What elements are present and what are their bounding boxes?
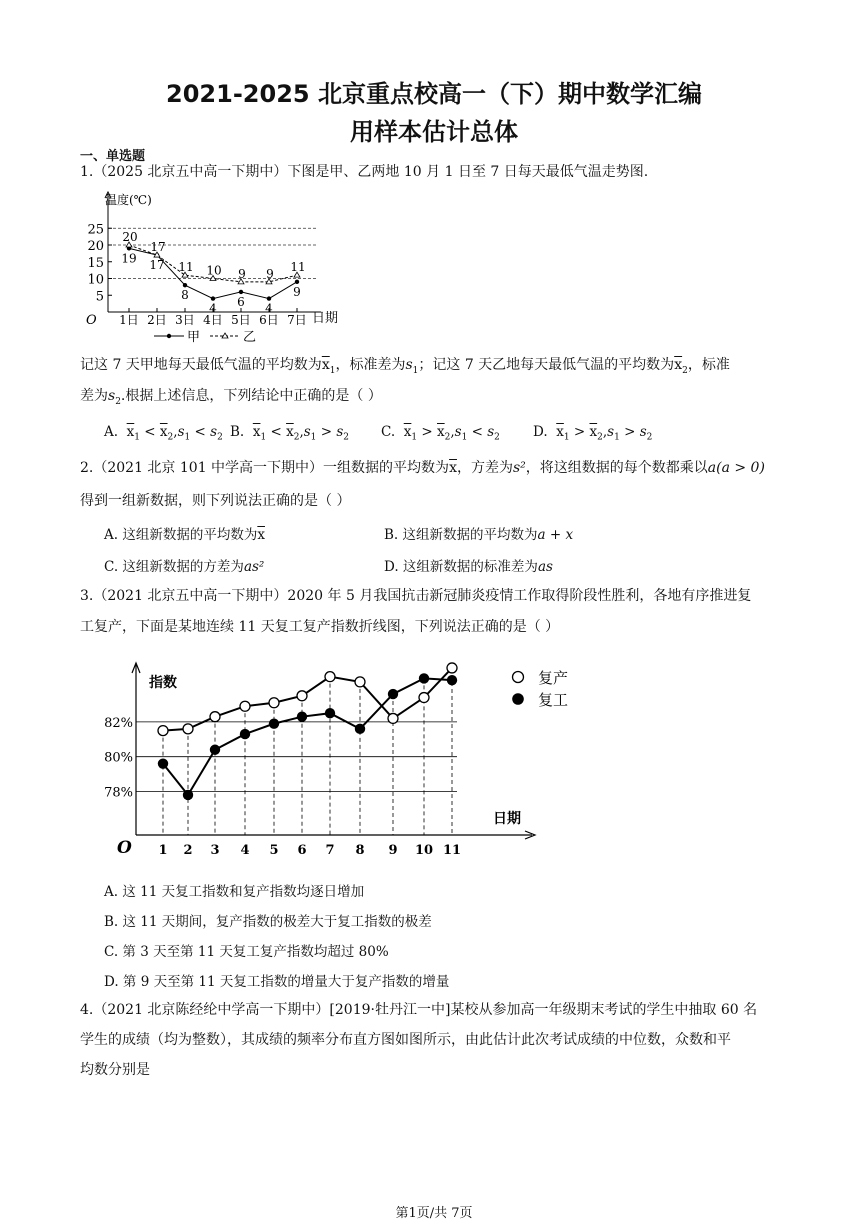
question-1-option-a[interactable]: A. $\overline{x}_1 < \overline{x}_2,s_1 < s_2$	[104, 424, 223, 443]
page-footer: 第1页/共 7页	[395, 1206, 473, 1221]
data-label-yi: 10	[206, 263, 222, 278]
x-tick-label: 8	[355, 843, 365, 858]
data-point-fugong	[419, 673, 429, 683]
x-tick-label: 2	[183, 843, 193, 858]
question-3-option-a[interactable]: A. 这 11 天复工指数和复产指数均逐日增加	[104, 884, 365, 900]
x-tick-label: 6	[297, 843, 307, 858]
question-4-line3: 均数分别是	[80, 1062, 150, 1078]
y-tick-label: 15	[87, 255, 104, 271]
question-1-stem: 1.（2025 北京五中高一下期中）下图是甲、乙两地 10 月 1 日至 7 日每天最低气温走势图.	[80, 164, 649, 180]
data-point-fuchan	[355, 677, 365, 687]
question-3-line1: 3.（2021 北京五中高一下期中）2020 年 5 月我国抗击新冠肺炎疫情工作取得阶段性胜利，各地有序推进复	[80, 588, 752, 604]
data-label-jia: 8	[181, 288, 189, 303]
data-label-yi: 20	[122, 230, 138, 244]
question-3-option-d[interactable]: D. 第 9 天至第 11 天复工指数的增量大于复产指数的增量	[104, 974, 450, 990]
data-point-fugong	[388, 689, 398, 699]
data-point-jia	[211, 296, 215, 300]
data-point-fuchan	[269, 698, 279, 708]
question-1-option-c[interactable]: C. $\overline{x}_1 > \overline{x}_2,s_1 < s_2$	[381, 424, 500, 443]
x-tick-label: 10	[414, 843, 434, 858]
legend-marker-fugong	[512, 693, 524, 705]
question-2-line2: 得到一组新数据，则下列说法正确的是（ ）	[80, 493, 351, 509]
data-point-fuchan	[388, 713, 398, 723]
legend-label-jia: 甲	[187, 330, 201, 345]
data-point-jia	[267, 296, 271, 300]
resumption-index-chart	[95, 655, 600, 865]
data-point-fugong	[325, 708, 335, 718]
page-title: 2021-2025 北京重点校高一（下）期中数学汇编	[166, 80, 702, 108]
legend-label-fuchan: 复产	[538, 669, 569, 687]
legend-label-yi: 乙	[243, 330, 257, 345]
data-point-fugong	[210, 745, 220, 755]
question-1-option-b[interactable]: B. $\overline{x}_1 < \overline{x}_2,s_1 > s_2$	[230, 424, 349, 443]
y-axis-label: 温度(℃)	[105, 193, 152, 207]
data-label-yi: 11	[290, 260, 306, 275]
data-label-yi: 17	[150, 240, 166, 255]
question-2-line1: 2.（2021 北京 101 中学高一下期中）一组数据的平均数为$\overline{x}$，方差为s²，将这组数据的每个数都乘以a(a > 0)	[80, 460, 765, 476]
legend-marker-jia	[167, 334, 171, 338]
question-2-option-a[interactable]: A. 这组新数据的平均数为$\overline{x}$	[104, 527, 265, 543]
data-label-jia: 19	[121, 251, 137, 266]
y-tick-label: 78%	[104, 785, 133, 801]
data-point-fugong	[297, 711, 307, 721]
question-4-line2: 学生的成绩（均为整数），其成绩的频率分布直方图如图所示，由此估计此次考试成绩的中位数，众数和平	[80, 1032, 731, 1048]
x-tick-label: 3日	[175, 313, 195, 327]
question-2-option-b[interactable]: B. 这组新数据的平均数为a + x	[384, 527, 574, 543]
data-point-fuchan	[325, 672, 335, 682]
data-point-fugong	[240, 729, 250, 739]
x-tick-label: 2日	[147, 313, 167, 327]
data-point-fuchan	[210, 712, 220, 722]
x-tick-label: 11	[442, 843, 462, 858]
data-point-jia	[239, 290, 243, 294]
x-tick-label: 3	[210, 843, 220, 858]
question-3-option-b[interactable]: B. 这 11 天期间，复产指数的极差大于复工指数的极差	[104, 914, 432, 930]
y-axis-label: 指数	[149, 675, 177, 691]
temperature-chart	[76, 186, 356, 346]
question-3-option-c[interactable]: C. 第 3 天至第 11 天复工复产指数均超过 80%	[104, 944, 389, 960]
data-point-fugong	[158, 758, 168, 768]
question-4-line1: 4.（2021 北京陈经纶中学高一下期中）[2019·牡丹江一中]某校从参加高一年级期末考试的学生中抽取 60 名	[80, 1002, 758, 1018]
x-axis-label: 日期	[493, 811, 521, 827]
x-tick-label: 1日	[119, 313, 139, 327]
section-heading: 一、单选题	[80, 149, 146, 164]
data-label-jia: 6	[237, 294, 245, 309]
data-point-jia	[183, 283, 187, 287]
data-label-jia: 4	[209, 301, 217, 316]
y-tick-label: 80%	[104, 750, 133, 766]
x-tick-label: 9	[388, 843, 398, 858]
data-point-fuchan	[183, 724, 193, 734]
y-tick-label: 82%	[104, 715, 133, 731]
y-tick-label: 25	[87, 222, 104, 238]
y-tick-label: 5	[95, 289, 104, 305]
x-tick-label: 6日	[259, 313, 279, 327]
question-1-text-line2: 差为$s_2$.根据上述信息，下列结论中正确的是（ ）	[80, 388, 382, 407]
data-point-fuchan	[297, 691, 307, 701]
x-tick-label: 7日	[287, 313, 307, 327]
data-label-jia: 9	[293, 284, 301, 299]
data-label-jia: 4	[265, 301, 273, 316]
page-subtitle: 用样本估计总体	[350, 118, 518, 146]
data-point-fuchan	[158, 726, 168, 736]
x-axis-label: 日期	[312, 311, 339, 326]
data-point-fugong	[447, 675, 457, 685]
data-point-fuchan	[240, 701, 250, 711]
question-1-option-d[interactable]: D. $\overline{x}_1 > \overline{x}_2,s_1 > s_2$	[533, 424, 653, 443]
x-tick-label: 5	[269, 843, 279, 858]
data-point-fugong	[183, 790, 193, 800]
x-tick-label: 1	[158, 843, 168, 858]
x-tick-label: 5日	[231, 313, 251, 327]
question-2-option-c[interactable]: C. 这组新数据的方差为as²	[104, 559, 265, 575]
data-point-fugong	[355, 724, 365, 734]
y-tick-label: 10	[87, 272, 104, 288]
y-tick-label: 20	[87, 239, 104, 254]
x-tick-label: 4	[240, 843, 250, 858]
data-point-fugong	[269, 718, 279, 728]
x-tick-label: 4日	[203, 313, 223, 327]
data-point-fuchan	[447, 663, 457, 673]
legend-marker-fuchan	[513, 672, 524, 683]
data-label-jia: 17	[149, 258, 165, 273]
legend-label-fugong: 复工	[538, 691, 569, 709]
question-2-option-d[interactable]: D. 这组新数据的标准差为as	[384, 559, 553, 575]
series-line-fuchan	[163, 668, 452, 731]
data-point-fuchan	[419, 693, 429, 703]
question-3-line2: 工复产，下面是某地连续 11 天复工复产指数折线图，下列说法正确的是（ ）	[80, 619, 560, 635]
data-point-jia	[295, 280, 299, 284]
x-tick-label: 7	[325, 843, 335, 858]
origin-label: O	[86, 313, 97, 328]
data-label-yi: 9	[238, 266, 246, 281]
origin-label: O	[117, 838, 132, 858]
data-label-yi: 11	[178, 260, 194, 275]
data-label-yi: 9	[266, 266, 274, 281]
question-1-text-line1: 记这 7 天甲地每天最低气温的平均数为$\overline{x}_1$，标准差为$s_1$；记这 7 天乙地每天最低气温的平均数为$\overline{x}_2$，标准	[80, 357, 730, 376]
